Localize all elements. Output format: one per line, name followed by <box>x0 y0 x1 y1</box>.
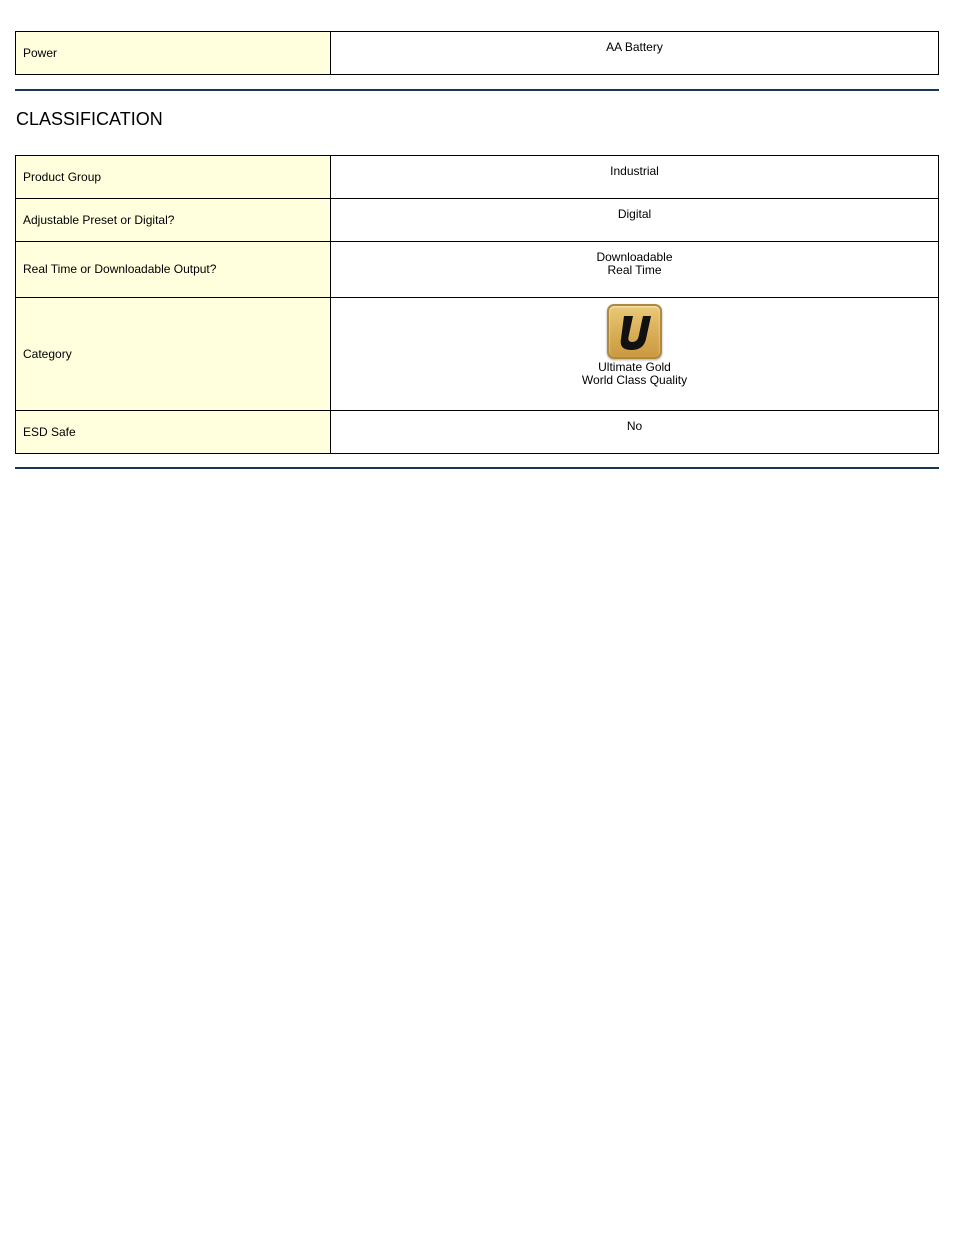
row-value-adjustable <box>331 199 939 242</box>
table-row <box>16 156 939 199</box>
power-table <box>15 31 939 75</box>
table-row <box>16 242 939 298</box>
value-line: Downloadable <box>596 250 673 264</box>
classification-table <box>15 155 939 454</box>
table-row <box>16 298 939 411</box>
value-line: AA Battery <box>606 40 663 54</box>
row-label-adjustable: Adjustable Preset or Digital? <box>16 199 331 242</box>
row-value-esd-safe <box>331 411 939 454</box>
row-value-output <box>331 242 939 298</box>
table-row <box>16 411 939 454</box>
section-divider <box>15 467 939 469</box>
value-line: No <box>626 419 643 433</box>
row-label-category: Category <box>16 298 331 411</box>
table-row <box>16 199 939 242</box>
row-label-esd-safe: ESD Safe <box>16 411 331 454</box>
u-letter-icon <box>609 306 660 357</box>
row-value-power <box>331 32 939 75</box>
row-value-product-group <box>331 156 939 199</box>
row-label-output: Real Time or Downloadable Output? <box>16 242 331 298</box>
section-title-classification: CLASSIFICATION <box>16 109 163 129</box>
value-line: Digital <box>617 207 652 221</box>
section-divider <box>15 89 939 91</box>
value-line: World Class Quality <box>581 373 688 387</box>
value-line: Real Time <box>607 263 662 277</box>
row-value-category <box>331 298 939 411</box>
value-line: Ultimate Gold <box>598 360 671 374</box>
value-line: Industrial <box>610 164 659 178</box>
ultimate-gold-u-icon <box>607 304 662 359</box>
row-label-power: Power <box>16 32 331 75</box>
table-row <box>16 32 939 75</box>
row-label-product-group: Product Group <box>16 156 331 199</box>
